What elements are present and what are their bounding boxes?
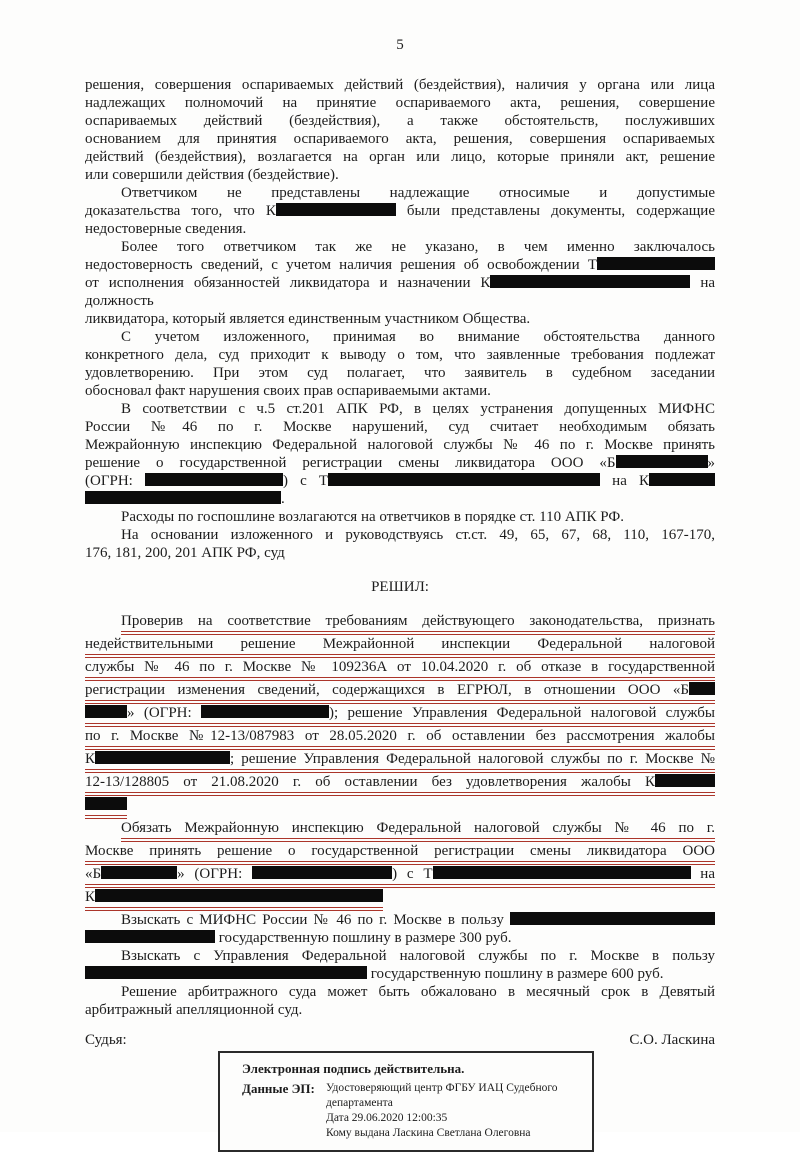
text-line [85, 796, 715, 819]
text-line [85, 888, 715, 911]
stamp-data-row [242, 1081, 582, 1141]
text-line: основанием для принятия оспариваемого акта, решения, совершения оспариваемых [85, 131, 715, 147]
paragraph [85, 612, 715, 819]
text-line: решение о государственной регистрации смены ликвидатора ООО «Б » [85, 455, 715, 471]
redaction-bar [655, 774, 715, 787]
redaction-bar [510, 912, 715, 925]
text-line: Решение арбитражного суда может быть обжаловано в месячный срок в Девятый [121, 984, 715, 1000]
text-line: С учетом изложенного, принимая во внимание обстоятельства данного [121, 329, 715, 345]
judge-name: С.О. Ласкина [629, 1032, 715, 1048]
paragraph [85, 328, 715, 400]
text-line: службы № 46 по г. Москве № 109236А от 10.04.2020 г. об отказе в государственной [85, 658, 715, 681]
redaction-bar [433, 866, 691, 879]
text-line: надлежащих полномочий на принятие оспариваемого акта, решения, совершение [85, 95, 715, 111]
redaction-bar [490, 275, 690, 288]
redaction-bar [95, 751, 230, 764]
text-line: Обязать Межрайонную инспекцию Федеральной налоговой службы № 46 по г. [121, 819, 715, 842]
paragraph [85, 947, 715, 983]
redaction-bar [145, 473, 283, 486]
stamp-title: Электронная подпись действительна. [242, 1061, 465, 1076]
stamp-details [326, 1081, 558, 1141]
redaction-bar [276, 203, 396, 216]
text-line: арбитражный апелляционной суд. [85, 1002, 303, 1018]
redaction-bar [85, 705, 127, 718]
paragraph [85, 76, 715, 184]
stamp-detail-line: Кому выдана Ласкина Светлана Олеговна [326, 1127, 531, 1139]
redaction-bar [85, 930, 215, 943]
text-line: регистрации изменения сведений, содержащихся в ЕГРЮЛ, в отношении ООО «Б [85, 681, 715, 704]
text-line: Проверив на соответствие требованиям действующего законодательства, признать [121, 612, 715, 635]
judge-label: Судья: [85, 1032, 127, 1048]
redaction-bar [328, 473, 600, 486]
paragraph [85, 184, 715, 238]
text-line: государственную пошлину в размере 300 руб. [85, 929, 715, 947]
text-line: (ОГРН: ) с Т на К [85, 472, 715, 490]
underlined-segment [85, 796, 127, 819]
text-line: Межрайонную инспекцию Федеральной налоговой службы № 46 по г. Москве принять [85, 437, 715, 453]
text-line: недействительными решение Межрайонной инспекции Федеральной налоговой [85, 635, 715, 658]
text-line: 12-13/128805 от 21.08.2020 г. об оставлении без удовлетворения жалобы К [85, 773, 715, 796]
redaction-bar [95, 889, 383, 902]
text-line: » (ОГРН: ); решение Управления Федеральной налоговой службы [85, 704, 715, 727]
paragraph [85, 400, 715, 508]
text-line: по г. Москве №12-13/087983 от 28.05.2020 г. об оставлении без рассмотрения жалобы [85, 727, 715, 750]
text-line: 176, 181, 200, 201 АПК РФ, суд [85, 545, 285, 561]
paragraph [85, 508, 715, 526]
stamp-detail-line: Дата 29.06.2020 12:00:35 [326, 1112, 448, 1124]
text-line: действий (бездействия), возлагается на орган или лицо, которые приняли акт, решение [85, 149, 715, 165]
operative-heading: РЕШИЛ: [371, 579, 429, 595]
text-line: Более того ответчиком так же не указано, в чем именно заключалось [121, 239, 715, 255]
redaction-bar [85, 797, 127, 810]
text-line: или совершили действия (бездействие). [85, 167, 339, 183]
redaction-bar [101, 866, 177, 879]
text-line: В соответствии с ч.5 ст.201 АПК РФ, в целях устранения допущенных МИФНС [121, 401, 715, 417]
signature-stamp [218, 1051, 594, 1152]
text-line: от исполнения обязанностей ликвидатора и назначении К на должность [85, 275, 716, 309]
stamp-detail-line: Удостоверяющий центр ФГБУ ИАЦ Судебного [326, 1082, 558, 1094]
text-line: Расходы по госпошлине возлагаются на ответчиков в порядке ст. 110 АПК РФ. [121, 509, 624, 525]
text-line: оспариваемых действий (бездействия), а также обстоятельств, послуживших [85, 113, 715, 129]
text-line: обосновал факт нарушения своих прав оспариваемыми актами. [85, 383, 491, 399]
document-body [85, 76, 715, 1019]
text-line: . [85, 490, 715, 508]
paragraph [85, 238, 715, 328]
paragraph [85, 983, 715, 1019]
page-number: 5 [396, 37, 404, 53]
paragraph [85, 819, 715, 911]
underlined-segment: К [85, 888, 383, 911]
text-line: России №46 по г. Москве нарушений, суд считает необходимым обязать [85, 419, 715, 435]
text-line: К ; решение Управления Федеральной налоговой службы по г. Москве № [85, 750, 715, 773]
redaction-bar [597, 257, 715, 270]
redaction-bar [689, 682, 715, 695]
stamp-detail-line: департамента [326, 1097, 393, 1109]
redaction-bar [201, 705, 329, 718]
redaction-bar [252, 866, 392, 879]
text-line: Взыскать с МИФНС России № 46 по г. Москве в пользу [121, 911, 715, 929]
text-line: Москве принять решение о государственной регистрации смены ликвидатора ООО [85, 842, 715, 865]
text-line: недостоверность сведений, с учетом наличия решения об освобождении Т [85, 256, 715, 274]
text-line: ликвидатора, который является единственным участником Общества. [85, 311, 531, 327]
text-line: доказательства того, что К были представлены документы, содержащие [85, 203, 715, 219]
text-line: решения, совершения оспариваемых действий (бездействия), наличия у органа или лица [85, 77, 715, 93]
signature-row [85, 1031, 715, 1049]
text-line: государственную пошлину в размере 600 руб. [85, 965, 715, 983]
redaction-bar [649, 473, 715, 486]
text-line: Ответчиком не представлены надлежащие относимые и допустимые [121, 185, 715, 201]
redaction-bar [85, 491, 281, 504]
text-line: На основании изложенного и руководствуясь ст.ст. 49, 65, 67, 68, 110, 167-170, [121, 527, 715, 543]
redaction-bar [85, 966, 367, 979]
text-line: удовлетворению. При этом суд полагает, что заявитель в судебном заседании [85, 365, 715, 381]
text-line: «Б » (ОГРН: ) с Т на [85, 865, 715, 888]
redaction-bar [616, 455, 708, 468]
text-line: недостоверные сведения. [85, 221, 247, 237]
text-line: конкретного дела, суд приходит к выводу о том, что заявленные требования подлежат [85, 347, 715, 363]
text-line: Взыскать с Управления Федеральной налоговой службы по г. Москве в пользу [121, 948, 715, 964]
stamp-data-label: Данные ЭП: [242, 1081, 315, 1096]
paragraph [85, 526, 715, 562]
paragraph [85, 911, 715, 947]
